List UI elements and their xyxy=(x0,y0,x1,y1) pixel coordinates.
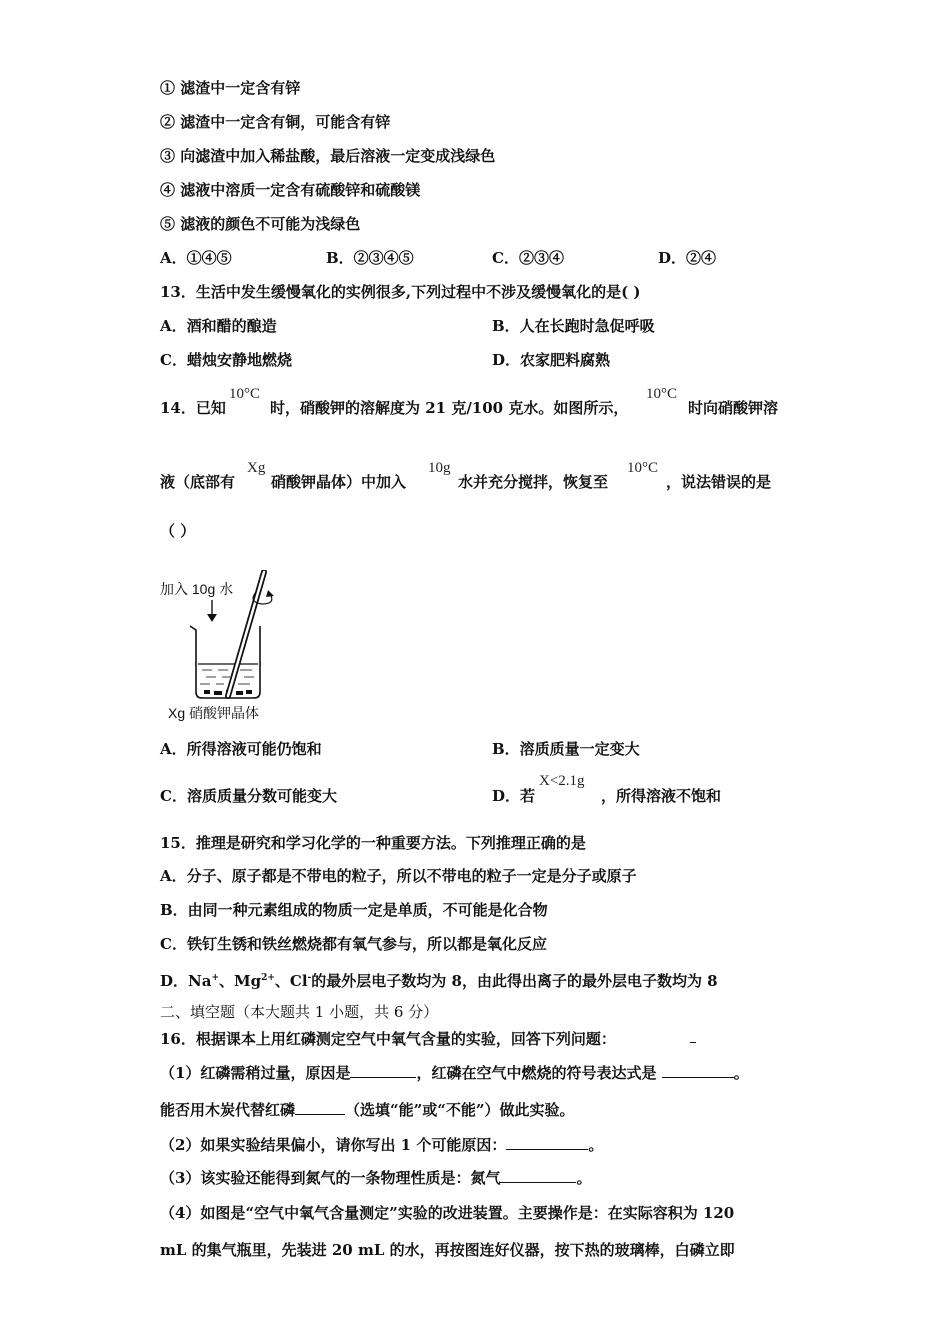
q15-option-a: A．分子、原子都是不带电的粒子，所以不带电的粒子一定是分子或原子 xyxy=(160,867,637,885)
figure-bottom-label: Xg 硝酸钾晶体 xyxy=(168,705,260,721)
q14-option-d-suffix: ，所得溶液不饱和 xyxy=(601,787,722,805)
arrowhead-icon xyxy=(207,614,217,622)
q12-option-a: A．①④⑤ xyxy=(160,249,232,267)
q14-text-2: 时，硝酸钾的溶解度为 21 克/100 克水。如图所示， xyxy=(270,399,629,417)
beaker-figure xyxy=(160,570,320,730)
q12-option-c: C．②③④ xyxy=(492,249,564,267)
q14-option-d-condition: X<2.1g xyxy=(539,773,585,789)
q16-part2: （2）如果实验结果偏小，请你写出 1 个可能原因： 。 xyxy=(160,1136,604,1154)
q16-part4-line2: mL 的集气瓶里，先装进 20 mL 的水，再按图连好仪器，按下热的玻璃棒，白磷立即 xyxy=(160,1241,735,1259)
answer-blank-1[interactable] xyxy=(350,1063,416,1078)
q14-option-d-prefix: D．若 xyxy=(492,787,536,805)
q12-item-4: ④ 滤液中溶质一定含有硫酸锌和硫酸镁 xyxy=(160,181,421,199)
q12-item-3: ③ 向滤渣中加入稀盐酸，最后溶液一定变成浅绿色 xyxy=(160,147,496,165)
answer-blank-5[interactable] xyxy=(500,1168,576,1183)
q14-temp-1: 10°C xyxy=(229,386,261,402)
q12-item-1: ① 滤渣中一定含有锌 xyxy=(160,79,301,97)
q14-option-a: A．所得溶液可能仍饱和 xyxy=(160,740,322,758)
answer-blank-4[interactable] xyxy=(506,1135,588,1150)
q14-temp-2: 10°C xyxy=(646,386,678,402)
cl-charge: - xyxy=(307,973,312,983)
q15-option-b: B．由同一种元素组成的物质一定是单质，不可能是化合物 xyxy=(160,901,548,919)
q13-option-b: B．人在长跑时急促呼吸 xyxy=(492,317,655,335)
q15-stem: 15．推理是研究和学习化学的一种重要方法。下列推理正确的是 xyxy=(160,834,586,852)
answer-blank-3[interactable] xyxy=(295,1100,345,1115)
q13-option-a: A．酒和醋的酿造 xyxy=(160,317,277,335)
q12-option-d: D．②④ xyxy=(658,249,717,267)
q13-stem: 13．生活中发生缓慢氧化的实例很多,下列过程中不涉及缓慢氧化的是( ) xyxy=(160,283,641,301)
liquid-hatching xyxy=(200,670,254,684)
q14-text-5: 硝酸钾晶体）中加入 xyxy=(271,473,407,491)
q14-text-3: 时向硝酸钾溶 xyxy=(688,399,779,417)
q14-option-c: C．溶质质量分数可能变大 xyxy=(160,787,337,805)
beaker-icon xyxy=(190,626,260,698)
q14-text-1: 14．已知 xyxy=(160,399,226,417)
answer-blank-2[interactable] xyxy=(662,1063,734,1078)
q14-xg: Xg xyxy=(247,460,266,476)
q12-option-b: B．②③④⑤ xyxy=(326,249,414,267)
q13-option-c: C．蜡烛安静地燃烧 xyxy=(160,351,292,369)
q14-10g: 10g xyxy=(428,460,451,476)
q14-text-6: 水并充分搅拌，恢复至 xyxy=(458,473,609,491)
q14-text-7: ，说法错误的是 xyxy=(666,473,772,491)
section-heading: 二、填空题（本大题共 1 小题，共 6 分） xyxy=(160,1003,439,1021)
q14-text-4: 液（底部有 xyxy=(160,473,236,491)
figure-top-label: 加入 10g 水 xyxy=(160,581,234,597)
q16-part4-line1: （4）如图是“空气中氧气含量测定”实验的改进装置。主要操作是：在实际容积为 120 xyxy=(160,1204,735,1222)
q16-stem: 16．根据课本上用红磷测定空气中氧气含量的实验，回答下列问题： xyxy=(160,1030,616,1048)
q15-option-d: D．Na+、$Mg^{2+}$、Cl-的最外层电子数均为 8，由此得出离子的最外层电子数均为 8 xyxy=(160,972,718,990)
q16-part1: （1）红磷需稍过量，原因是 ，红磷在空气中燃烧的符号表达式是 。 xyxy=(160,1064,749,1082)
q14-option-b: B．溶质质量一定变大 xyxy=(492,740,640,758)
na-charge: + xyxy=(211,973,219,983)
q14-temp-3: 10°C xyxy=(627,460,659,476)
stray-mark xyxy=(690,1042,696,1043)
q16-part1-cont: 能否用木炭代替红磷 （选填“能”或“不能”）做此实验。 xyxy=(160,1101,575,1119)
q13-option-d: D．农家肥料腐熟 xyxy=(492,351,611,369)
q16-part3: （3）该实验还能得到氮气的一条物理性质是：氮气 。 xyxy=(160,1169,592,1187)
q15-option-c: C．铁钉生锈和铁丝燃烧都有氧气参与，所以都是氧化反应 xyxy=(160,935,547,953)
q12-item-2: ② 滤渣中一定含有铜，可能含有锌 xyxy=(160,113,391,131)
mg-charge: 2+ xyxy=(261,973,275,983)
q14-answer-paren: （ ） xyxy=(160,522,196,540)
q12-item-5: ⑤ 滤液的颜色不可能为浅绿色 xyxy=(160,215,361,233)
